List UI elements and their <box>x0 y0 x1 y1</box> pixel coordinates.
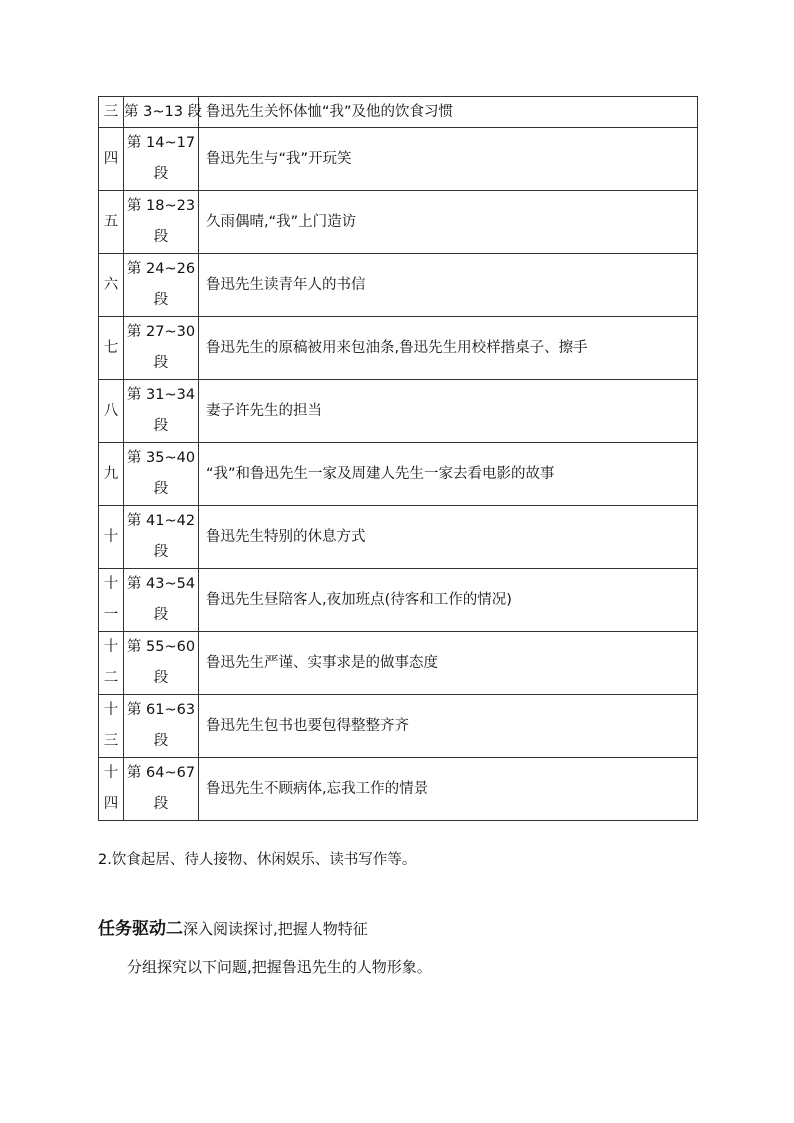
content-summary: 久雨偶晴,“我”上门造访 <box>199 191 698 254</box>
answer-note: 2.饮食起居、待人接物、休闲娱乐、读书写作等。 <box>98 852 417 868</box>
paragraph-range: 第 31~34 段 <box>124 380 199 443</box>
part-number: 五 <box>99 191 124 254</box>
content-summary: “我”和鲁迅先生一家及周建人先生一家去看电影的故事 <box>199 443 698 506</box>
table-row <box>99 97 698 128</box>
paragraph-range: 第 43~54 段 <box>124 569 199 632</box>
paragraph-range: 第 55~60 段 <box>124 632 199 695</box>
part-number: 十 <box>99 506 124 569</box>
task-heading-text: 深入阅读探讨,把握人物特征 <box>183 920 368 938</box>
part-number: 十四 <box>99 758 124 821</box>
part-number: 四 <box>99 128 124 191</box>
content-summary: 鲁迅先生特别的休息方式 <box>199 506 698 569</box>
content-summary: 鲁迅先生包书也要包得整整齐齐 <box>199 695 698 758</box>
table-row <box>99 380 698 443</box>
content-summary: 鲁迅先生严谨、实事求是的做事态度 <box>199 632 698 695</box>
part-number: 十一 <box>99 569 124 632</box>
paragraph-range: 第 35~40 段 <box>124 443 199 506</box>
part-number: 七 <box>99 317 124 380</box>
table-row <box>99 443 698 506</box>
part-number: 三 <box>99 97 124 128</box>
part-number: 六 <box>99 254 124 317</box>
table-row <box>99 317 698 380</box>
paragraph-range: 第 14~17 段 <box>124 128 199 191</box>
content-summary: 鲁迅先生的原稿被用来包油条,鲁迅先生用校样揩桌子、擦手 <box>199 317 698 380</box>
paragraph-range: 第 61~63 段 <box>124 695 199 758</box>
paragraph-range: 第 18~23 段 <box>124 191 199 254</box>
table-row <box>99 632 698 695</box>
task-heading <box>98 914 368 939</box>
content-summary: 妻子许先生的担当 <box>199 380 698 443</box>
paragraph-range: 第 24~26 段 <box>124 254 199 317</box>
table-row <box>99 254 698 317</box>
part-number: 九 <box>99 443 124 506</box>
table-row <box>99 128 698 191</box>
content-summary: 鲁迅先生不顾病体,忘我工作的情景 <box>199 758 698 821</box>
paragraph-range: 第 27~30 段 <box>124 317 199 380</box>
part-number: 八 <box>99 380 124 443</box>
content-summary: 鲁迅先生昼陪客人,夜加班点(待客和工作的情况) <box>199 569 698 632</box>
content-summary: 鲁迅先生读青年人的书信 <box>199 254 698 317</box>
task-heading-label: 任务驱动二 <box>98 919 183 939</box>
content-summary: 鲁迅先生与“我”开玩笑 <box>199 128 698 191</box>
table-row <box>99 569 698 632</box>
paragraph-range: 第 41~42 段 <box>124 506 199 569</box>
table-row <box>99 506 698 569</box>
paragraph-range: 第 64~67 段 <box>124 758 199 821</box>
content-summary: 鲁迅先生关怀体恤“我”及他的饮食习惯 <box>199 97 698 128</box>
part-number: 十二 <box>99 632 124 695</box>
task-instruction: 分组探究以下问题,把握鲁迅先生的人物形象。 <box>127 958 432 976</box>
paragraph-range: 第 3~13 段 <box>124 97 199 128</box>
paragraph-summary-table <box>98 96 698 821</box>
table-row <box>99 695 698 758</box>
table-row <box>99 191 698 254</box>
table-row <box>99 758 698 821</box>
part-number: 十三 <box>99 695 124 758</box>
